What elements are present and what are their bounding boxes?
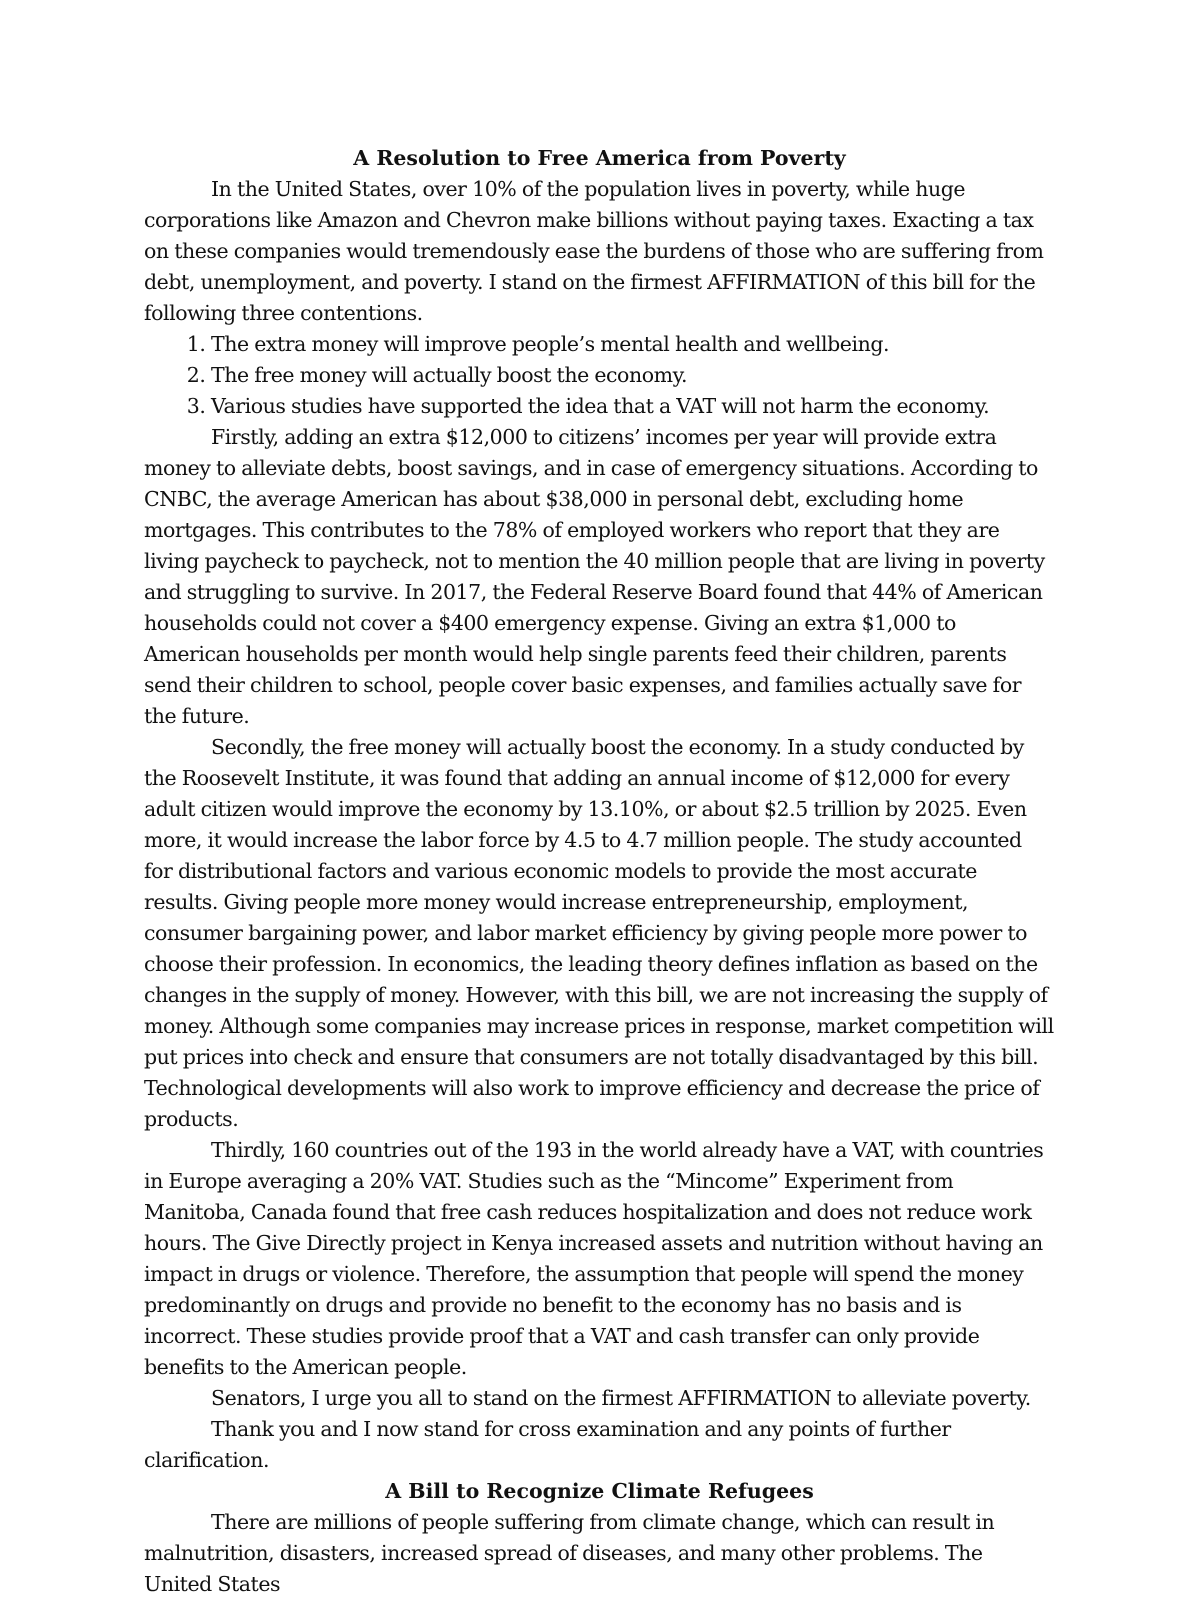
urge-paragraph: Senators, I urge you all to stand on the firmest AFFIRMATION to alleviate poverty.	[211, 1386, 1031, 1410]
climate-paragraph: There are millions of people suffering from climate change, which can result in malnutrition, disasters, increased spread of diseases, and many other problems. The United States	[144, 1510, 995, 1596]
contentions-list	[144, 329, 1055, 422]
third-contention-paragraph: Thirdly, 160 countries out of the 193 in the world already have a VAT, with countries in Europe averaging a 20% VAT. Studies such as the “Mincome” Experiment from Manitoba, Canada found that free cash reduces hospitalization and does not reduce work hours. The Give Directly project in Kenya increased assets and nutrition without having an impact in drugs or violence. Therefore, the assumption that people will spend the money predominantly on drugs and provide no benefit to the economy has no basis and is incorrect. These studies provide proof that a VAT and cash transfer can only provide benefits to the American people.	[144, 1138, 1044, 1379]
intro-paragraph: In the United States, over 10% of the population lives in poverty, while huge corporations like Amazon and Chevron make billions without paying taxes. Exacting a tax on these companies would tremendously ease the burdens of those who are suffering from debt, unemployment, and poverty. I stand on the firmest AFFIRMATION of this bill for the following three contentions.	[144, 177, 1044, 325]
resolution-title: A Resolution to Free America from Poverty	[353, 146, 846, 170]
climate-bill-title: A Bill to Recognize Climate Refugees	[385, 1479, 814, 1503]
first-contention-paragraph: Firstly, adding an extra $12,000 to citizens’ incomes per year will provide extra money to alleviate debts, boost savings, and in case of emergency situations. According to CNBC, the average American has about $38,000 in personal debt, excluding home mortgages. This contributes to the 78% of employed workers who report that they are living paycheck to paycheck, not to mention the 40 million people that are living in poverty and struggling to survive. In 2017, the Federal Reserve Board found that 44% of American households could not cover a $400 emergency expense. Giving an extra $1,000 to American households per month would help single parents feed their children, parents send their children to school, people cover basic expenses, and families actually save for the future.	[144, 425, 1045, 728]
contention-item: 3. Various studies have supported the idea that a VAT will not harm the economy.	[211, 391, 1055, 422]
contention-item: 2. The free money will actually boost the economy.	[211, 360, 1055, 391]
thanks-paragraph: Thank you and I now stand for cross examination and any points of further clarification.	[144, 1417, 951, 1472]
second-contention-paragraph: Secondly, the free money will actually boost the economy. In a study conducted by the Roosevelt Institute, it was found that adding an annual income of $12,000 for every adult citizen would improve the economy by 13.10%, or about $2.5 trillion by 2025. Even more, it would increase the labor force by 4.5 to 4.7 million people. The study accounted for distributional factors and various economic models to provide the most accurate results. Giving people more money would increase entrepreneurship, employment, consumer bargaining power, and labor market efficiency by giving people more power to choose their profession. In economics, the leading theory defines inflation as based on the changes in the supply of money. However, with this bill, we are not increasing the supply of money. Although some companies may increase prices in response, market competition will put prices into check and ensure that consumers are not totally disadvantaged by this bill. Technological developments will also work to improve efficiency and decrease the price of products.	[144, 735, 1054, 1131]
contention-item: 1. The extra money will improve people’s mental health and wellbeing.	[211, 329, 1055, 360]
